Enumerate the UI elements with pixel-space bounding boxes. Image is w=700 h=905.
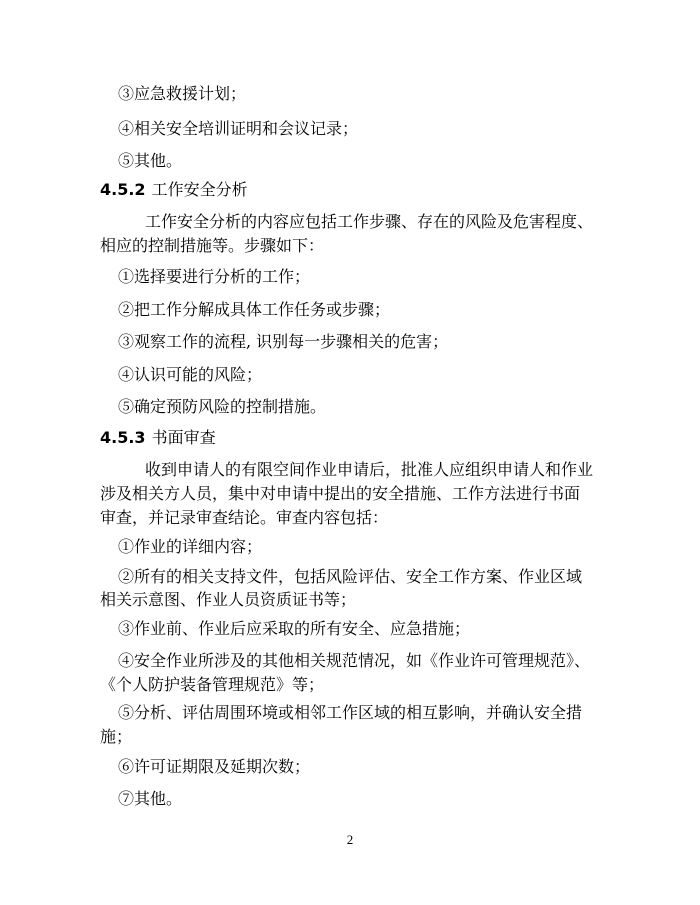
list-item: ③观察工作的流程, 识别每一步骤相关的危害； bbox=[118, 332, 449, 351]
list-item-continuation: 相关示意图、作业人员资质证书等； bbox=[100, 590, 357, 609]
section-number: 4.5.3 bbox=[100, 428, 146, 447]
list-item: ⑥许可证期限及延期次数； bbox=[118, 757, 311, 776]
list-item: ⑤其他。 bbox=[118, 151, 183, 170]
list-item: ⑦其他。 bbox=[118, 789, 183, 808]
list-item: ④相关安全培训证明和会议记录； bbox=[118, 119, 359, 138]
paragraph-line: 工作安全分析的内容应包括工作步骤、存在的风险及危害程度、 bbox=[145, 212, 594, 231]
paragraph-line: 相应的控制措施等。步骤如下： bbox=[100, 236, 325, 255]
list-item: ⑤确定预防风险的控制措施。 bbox=[118, 397, 327, 416]
list-item: ②所有的相关支持文件，包括风险评估、安全工作方案、作业区域 bbox=[118, 567, 583, 586]
list-item: ⑤分析、评估周围环境或相邻工作区域的相互影响，并确认安全措 bbox=[118, 703, 583, 722]
section-heading bbox=[100, 428, 216, 448]
section-number: 4.5.2 bbox=[100, 180, 146, 199]
paragraph-line: 涉及相关方人员，集中对申请中提出的安全措施、工作方法进行书面 bbox=[100, 484, 581, 503]
list-item-continuation: 施； bbox=[100, 727, 133, 746]
list-item: ③作业前、作业后应采取的所有安全、应急措施； bbox=[118, 619, 471, 638]
page-number: 2 bbox=[346, 832, 354, 847]
list-item: ①选择要进行分析的工作； bbox=[118, 267, 311, 286]
paragraph-line: 收到申请人的有限空间作业申请后，批准人应组织申请人和作业 bbox=[145, 460, 594, 479]
list-item: ①作业的详细内容； bbox=[118, 537, 263, 556]
list-item: ②把工作分解成具体工作任务或步骤； bbox=[118, 300, 391, 319]
list-item-continuation: 《个人防护装备管理规范》等； bbox=[100, 675, 325, 694]
list-item: ④认识可能的风险； bbox=[118, 365, 263, 384]
list-item: ③应急救援计划； bbox=[118, 84, 247, 103]
section-heading bbox=[100, 180, 248, 200]
list-item: ④安全作业所涉及的其他相关规范情况，如《作业许可管理规范》、 bbox=[118, 651, 591, 670]
paragraph-line: 审查，并记录审查结论。审查内容包括： bbox=[100, 508, 389, 527]
section-title: 书面审查 bbox=[151, 428, 216, 447]
section-title: 工作安全分析 bbox=[151, 180, 248, 199]
